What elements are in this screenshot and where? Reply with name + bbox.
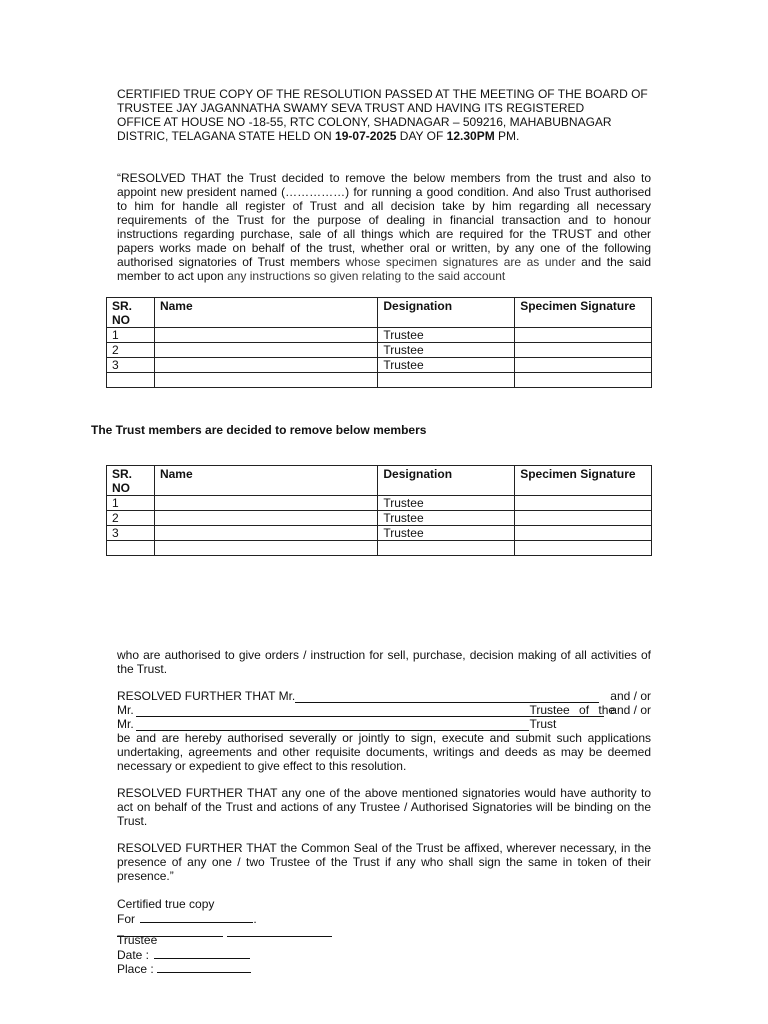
cell-designation: Trustee	[378, 358, 515, 373]
signature-blank-2[interactable]	[227, 925, 332, 937]
certified-true-copy: Certified true copy	[117, 897, 215, 911]
header-line-2: TRUSTEE JAY JAGANNATHA SWAMY SEVA TRUST AND HAVING ITS REGISTERED	[117, 101, 585, 115]
table-header-row	[107, 298, 652, 328]
cell-signature	[515, 358, 652, 373]
resolved-further-2: RESOLVED FURTHER THAT any one of the above mentioned signatories would have authority to act on behalf of the Trust and actions of any Trustee / Authorised Signatories will be binding on the Trust.	[117, 786, 651, 828]
cell-designation: Trustee	[378, 328, 515, 343]
cell-name	[154, 343, 377, 358]
signature-lines	[117, 925, 417, 939]
cell-signature	[515, 496, 652, 511]
header-sr-no: SR. NO	[107, 298, 155, 328]
cell-signature	[515, 343, 652, 358]
table-row	[107, 496, 652, 511]
removed-members-table	[106, 465, 652, 556]
header-name: Name	[154, 298, 377, 328]
place-line: Place :	[117, 961, 417, 975]
date-line: Date :	[117, 947, 417, 961]
cell-name	[154, 373, 377, 388]
header-line-1: CERTIFIED TRUE COPY OF THE RESOLUTION PASSED AT THE MEETING OF THE BOARD OF	[117, 87, 648, 101]
cell-signature	[515, 526, 652, 541]
cell-designation: Trustee	[378, 496, 515, 511]
further1-line-1: RESOLVED FURTHER THAT Mr. and / or	[117, 689, 651, 703]
resolution-header	[117, 87, 651, 143]
signatories-table	[106, 297, 652, 388]
cell-name	[154, 328, 377, 343]
cell-sr	[107, 373, 155, 388]
further1-line-3: Mr. Trustee of the Trust	[117, 703, 616, 731]
cell-name	[154, 511, 377, 526]
cell-designation: Trustee	[378, 343, 515, 358]
authorised-paragraph: who are authorised to give orders / instruction for sell, purchase, decision making of all activities of the Trust.	[117, 648, 651, 676]
mr-name-blank-3[interactable]	[136, 719, 530, 731]
table-header-row	[107, 466, 652, 496]
header-specimen-signature: Specimen Signature	[515, 466, 652, 496]
trustee-label: Trustee	[117, 933, 158, 947]
cell-designation: Trustee	[378, 511, 515, 526]
cell-signature	[515, 328, 652, 343]
mr-name-blank-1[interactable]	[295, 691, 599, 703]
cell-name	[154, 358, 377, 373]
cell-sr	[107, 541, 155, 556]
cell-sr: 3	[107, 526, 155, 541]
place-blank[interactable]	[157, 961, 251, 973]
resolution-paragraph: “RESOLVED THAT the Trust decided to remove the below members from the trust and also to appoint new president named (……………) for running a good condition. And also Trust authorised to him for handle all register of Trust and all decision take by him regarding all necessary requirements of the Trust for the purpose of dealing in financial transaction and to honour instructions regarding purchase, sale of all things which are required for the TRUST and other papers works made on behalf of the trust, whether oral or written, by any one of the following authorised signatories of Trust members whose specimen signatures are as under and the said member to act upon any instructions so given relating to the said account	[117, 171, 651, 283]
table-row	[107, 526, 652, 541]
for-blank[interactable]	[140, 911, 253, 923]
header-name: Name	[154, 466, 377, 496]
for-line: For .	[117, 912, 257, 926]
cell-signature	[515, 541, 652, 556]
resolved-further-1: RESOLVED FURTHER THAT Mr. and / or Mr. and / or Mr. Trustee of the Trust be and are hereby authorised severally or jointly to sign, execute and submit such applications undertaking, agreements and other requisite documents, writings and deeds as may be deemed necessary or expedient to give effect to this resolution.	[117, 689, 651, 773]
header-line-3: OFFICE AT HOUSE NO -18-55, RTC COLONY, SHADNAGAR – 509216, MAHABUBNAGAR	[117, 115, 612, 129]
meeting-date: 19-07-2025	[335, 129, 397, 143]
certification-footer	[117, 897, 417, 975]
table-row	[107, 511, 652, 526]
cell-designation	[378, 541, 515, 556]
table-row	[107, 343, 652, 358]
cell-sr: 3	[107, 358, 155, 373]
meeting-time: 12.30PM	[446, 129, 495, 143]
table-row	[107, 541, 652, 556]
cell-sr: 2	[107, 511, 155, 526]
cell-sr: 1	[107, 496, 155, 511]
cell-signature	[515, 511, 652, 526]
cell-sr: 1	[107, 328, 155, 343]
cell-designation	[378, 373, 515, 388]
table-row	[107, 328, 652, 343]
header-line-4: DISTRIC, TELAGANA STATE HELD ON 19-07-2025 DAY OF 12.30PM PM.	[117, 129, 520, 143]
table-row	[107, 358, 652, 373]
cell-signature	[515, 373, 652, 388]
header-designation: Designation	[378, 298, 515, 328]
resolved-further-3: RESOLVED FURTHER THAT the Common Seal of the Trust be affixed, wherever necessary, in the presence of any one / two Trustee of the Trust if any who shall sign the same in token of their presence.”	[117, 841, 651, 883]
header-designation: Designation	[378, 466, 515, 496]
further1-line-2: Mr. and / or	[117, 703, 651, 717]
header-specimen-signature: Specimen Signature	[515, 298, 652, 328]
header-sr-no: SR. NO	[107, 466, 155, 496]
table-row	[107, 373, 652, 388]
cell-designation: Trustee	[378, 526, 515, 541]
cell-name	[154, 526, 377, 541]
date-blank[interactable]	[154, 947, 250, 959]
signature-blank-1[interactable]	[117, 925, 223, 937]
cell-name	[154, 496, 377, 511]
remove-members-heading: The Trust members are decided to remove below members	[91, 423, 427, 437]
cell-sr: 2	[107, 343, 155, 358]
cell-name	[154, 541, 377, 556]
